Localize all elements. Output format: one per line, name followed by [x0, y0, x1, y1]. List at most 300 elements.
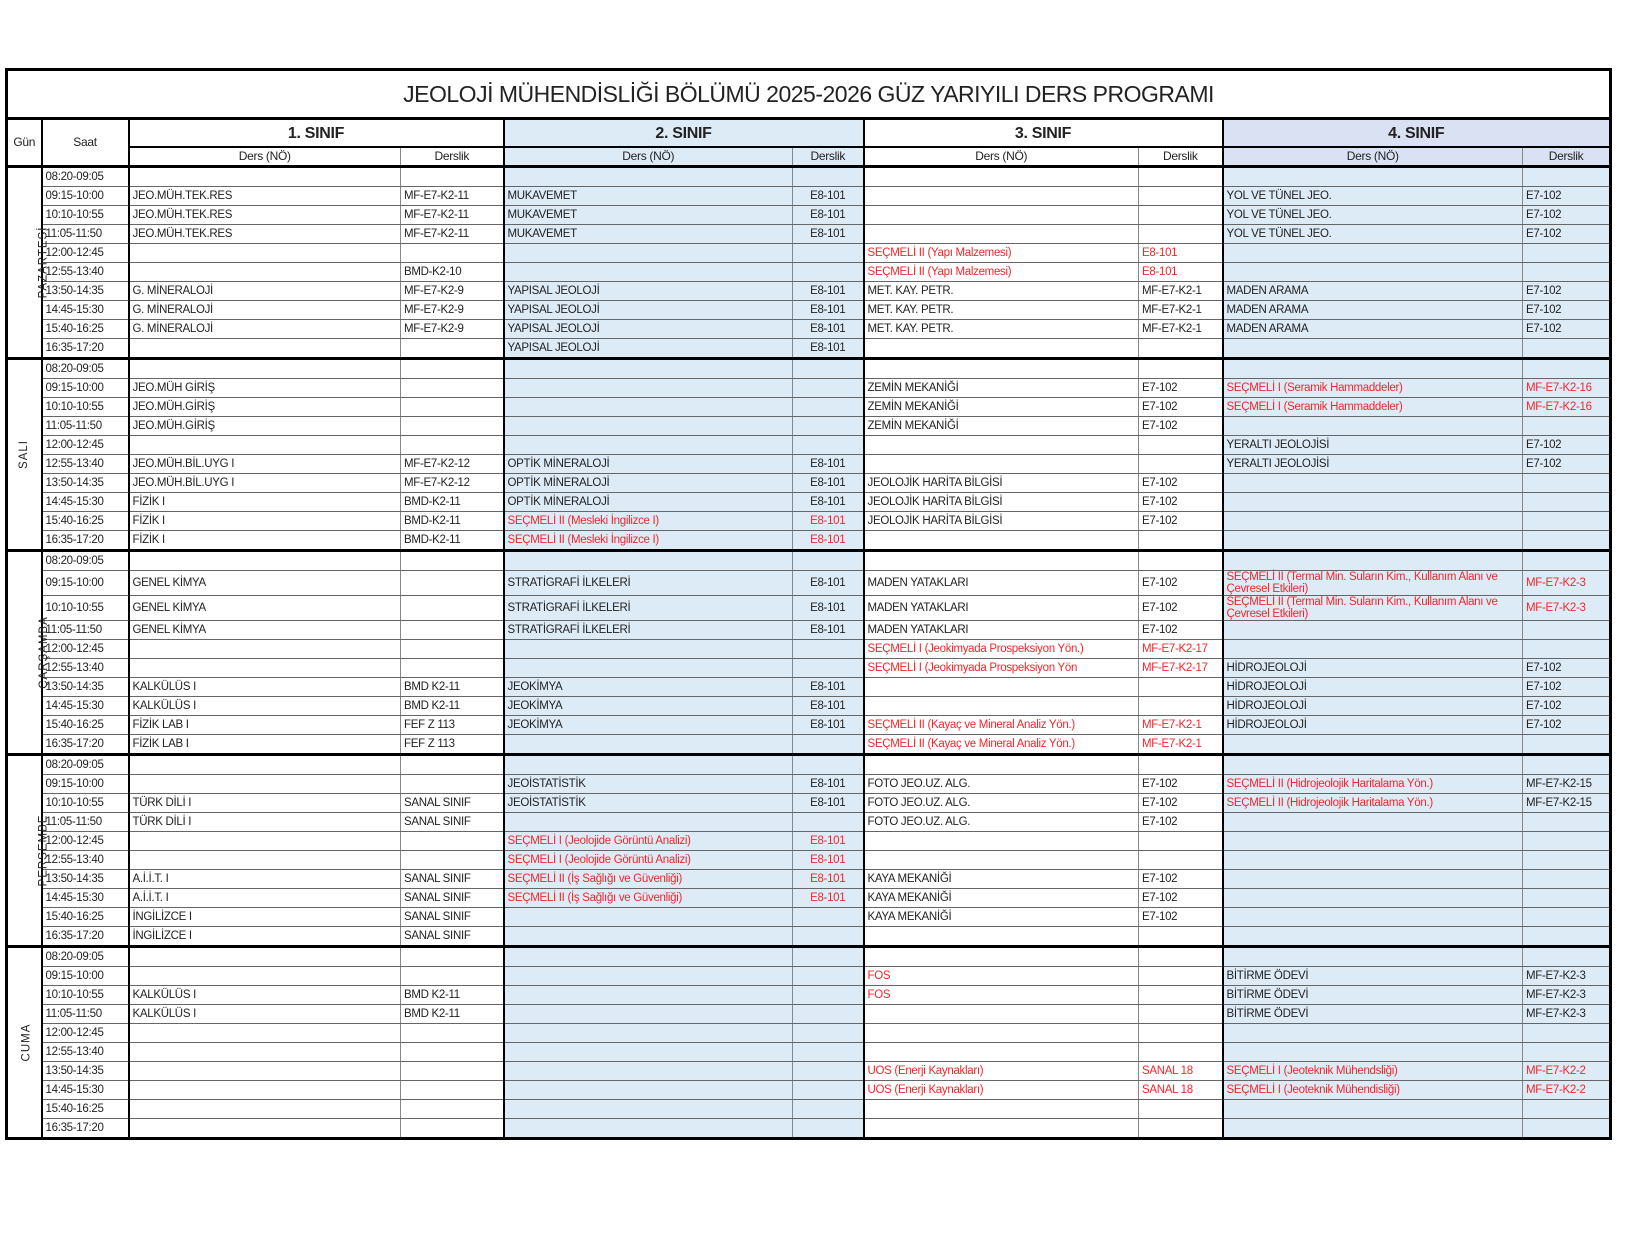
class-1-ders-cell: FİZİK LAB I [129, 716, 401, 735]
schedule-row [7, 167, 1611, 187]
class-2-ders-cell [504, 379, 793, 398]
header-class-4: 4. SINIF [1223, 119, 1611, 148]
class-3-derslik-cell [1139, 187, 1223, 206]
schedule-row [7, 244, 1611, 263]
class-3-ders-cell: MET. KAY. PETR. [864, 282, 1139, 301]
time-slot: 15:40-16:25 [42, 716, 129, 735]
class-2-ders-cell: OPTİK MİNERALOJİ [504, 493, 793, 512]
class-4-ders-cell [1223, 851, 1523, 870]
class-1-derslik-cell [401, 551, 504, 571]
class-2-ders-cell: JEOİSTATİSTİK [504, 794, 793, 813]
class-3-ders-cell [864, 187, 1139, 206]
schedule-row [7, 206, 1611, 225]
class-2-derslik-cell [793, 1005, 864, 1024]
class-2-derslik-cell: E8-101 [793, 775, 864, 794]
class-3-derslik-cell: E7-102 [1139, 908, 1223, 927]
class-1-ders-cell [129, 1043, 401, 1062]
schedule-row [7, 621, 1611, 640]
class-4-ders-cell [1223, 359, 1523, 379]
day-label: ÇARŞAMBA [37, 616, 50, 689]
class-2-ders-cell [504, 167, 793, 187]
schedule-row [7, 986, 1611, 1005]
class-4-derslik-cell [1523, 167, 1611, 187]
class-2-derslik-cell [793, 1024, 864, 1043]
class-2-derslik-cell: E8-101 [793, 206, 864, 225]
day-label: PAZARTESİ [37, 226, 50, 299]
class-3-derslik-cell: E7-102 [1139, 813, 1223, 832]
class-4-ders-cell: SEÇMELİ II (Hidrojeolojik Haritalama Yön.) [1223, 794, 1523, 813]
class-3-ders-cell: ZEMİN MEKANİĞİ [864, 417, 1139, 436]
class-3-ders-cell [864, 678, 1139, 697]
schedule-row [7, 493, 1611, 512]
class-2-ders-cell [504, 1100, 793, 1119]
class-4-ders-cell [1223, 339, 1523, 359]
class-3-ders-cell [864, 1024, 1139, 1043]
class-4-ders-cell [1223, 927, 1523, 947]
class-1-derslik-cell: BMD K2-11 [401, 697, 504, 716]
class-2-derslik-cell: E8-101 [793, 697, 864, 716]
class-2-ders-cell: SEÇMELİ II (İş Sağlığı ve Güvenliği) [504, 870, 793, 889]
class-1-derslik-cell: MF-E7-K2-11 [401, 225, 504, 244]
class-4-ders-cell: YERALTI JEOLOJİSİ [1223, 455, 1523, 474]
class-1-derslik-cell: BMD-K2-11 [401, 493, 504, 512]
class-1-derslik-cell: MF-E7-K2-9 [401, 320, 504, 339]
class-4-derslik-cell: E7-102 [1523, 697, 1611, 716]
class-2-ders-cell: JEOİSTATİSTİK [504, 775, 793, 794]
class-3-derslik-cell [1139, 339, 1223, 359]
class-1-ders-cell [129, 1062, 401, 1081]
time-slot: 11:05-11:50 [42, 621, 129, 640]
time-slot: 13:50-14:35 [42, 870, 129, 889]
class-4-derslik-cell: E7-102 [1523, 678, 1611, 697]
class-1-ders-cell [129, 551, 401, 571]
class-4-ders-cell [1223, 474, 1523, 493]
subheader-derslik-4: Derslik [1523, 147, 1611, 167]
class-1-ders-cell: FİZİK I [129, 512, 401, 531]
class-2-derslik-cell: E8-101 [793, 512, 864, 531]
schedule-row [7, 947, 1611, 967]
time-slot: 12:55-13:40 [42, 455, 129, 474]
class-2-derslik-cell: E8-101 [793, 889, 864, 908]
time-slot: 15:40-16:25 [42, 320, 129, 339]
time-slot: 12:00-12:45 [42, 436, 129, 455]
class-4-ders-cell: YOL VE TÜNEL JEO. [1223, 187, 1523, 206]
class-4-derslik-cell: E7-102 [1523, 716, 1611, 735]
class-1-derslik-cell [401, 1100, 504, 1119]
class-4-ders-cell [1223, 621, 1523, 640]
class-1-ders-cell: FİZİK LAB I [129, 735, 401, 755]
class-1-derslik-cell [401, 436, 504, 455]
class-2-ders-cell [504, 927, 793, 947]
class-2-derslik-cell: E8-101 [793, 851, 864, 870]
class-4-derslik-cell [1523, 621, 1611, 640]
class-4-derslik-cell: E7-102 [1523, 187, 1611, 206]
subheader-ders-1: Ders (NÖ) [129, 147, 401, 167]
class-4-derslik-cell [1523, 244, 1611, 263]
class-1-ders-cell [129, 1024, 401, 1043]
class-2-ders-cell [504, 967, 793, 986]
class-2-ders-cell: JEOKİMYA [504, 697, 793, 716]
class-4-derslik-cell: E7-102 [1523, 301, 1611, 320]
class-1-derslik-cell: BMD K2-11 [401, 1005, 504, 1024]
class-3-ders-cell: JEOLOJİK HARİTA BİLGİSİ [864, 474, 1139, 493]
class-2-ders-cell [504, 640, 793, 659]
time-slot: 13:50-14:35 [42, 282, 129, 301]
schedule-row [7, 640, 1611, 659]
class-4-derslik-cell: E7-102 [1523, 436, 1611, 455]
schedule-row [7, 320, 1611, 339]
time-slot: 11:05-11:50 [42, 225, 129, 244]
class-4-derslik-cell: E7-102 [1523, 282, 1611, 301]
header-saat: Saat [42, 119, 129, 167]
class-4-ders-cell [1223, 417, 1523, 436]
class-4-derslik-cell [1523, 1024, 1611, 1043]
class-2-ders-cell: YAPISAL JEOLOJİ [504, 320, 793, 339]
header-class-2: 2. SINIF [504, 119, 864, 148]
class-3-derslik-cell [1139, 531, 1223, 551]
class-2-ders-cell [504, 1062, 793, 1081]
class-3-ders-cell [864, 531, 1139, 551]
schedule-row [7, 755, 1611, 775]
class-4-ders-cell: SEÇMELİ II (Hidrojeolojik Haritalama Yön.) [1223, 775, 1523, 794]
class-1-derslik-cell: SANAL SINIF [401, 927, 504, 947]
class-1-derslik-cell: SANAL SINIF [401, 889, 504, 908]
class-3-derslik-cell [1139, 832, 1223, 851]
class-3-ders-cell: KAYA MEKANİĞİ [864, 870, 1139, 889]
class-3-ders-cell: FOTO JEO.UZ. ALG. [864, 813, 1139, 832]
class-4-derslik-cell [1523, 263, 1611, 282]
class-2-ders-cell: YAPISAL JEOLOJİ [504, 301, 793, 320]
class-3-derslik-cell [1139, 206, 1223, 225]
class-1-ders-cell [129, 755, 401, 775]
schedule-row [7, 1119, 1611, 1139]
class-1-derslik-cell: SANAL SINIF [401, 870, 504, 889]
class-4-ders-cell [1223, 947, 1523, 967]
class-2-ders-cell [504, 244, 793, 263]
time-slot: 16:35-17:20 [42, 339, 129, 359]
class-2-derslik-cell: E8-101 [793, 455, 864, 474]
class-1-derslik-cell [401, 640, 504, 659]
class-1-ders-cell: TÜRK DİLİ I [129, 794, 401, 813]
time-slot: 08:20-09:05 [42, 359, 129, 379]
class-2-derslik-cell [793, 244, 864, 263]
class-4-ders-cell [1223, 832, 1523, 851]
schedule-row [7, 697, 1611, 716]
class-3-derslik-cell [1139, 697, 1223, 716]
class-4-derslik-cell [1523, 851, 1611, 870]
class-4-derslik-cell: MF-E7-K2-3 [1523, 967, 1611, 986]
schedule-row [7, 908, 1611, 927]
class-3-ders-cell: ZEMİN MEKANİĞİ [864, 379, 1139, 398]
class-3-derslik-cell: MF-E7-K2-1 [1139, 282, 1223, 301]
class-1-ders-cell: JEO.MÜH.BİL.UYG I [129, 474, 401, 493]
class-4-ders-cell: SEÇMELİ I (Seramik Hammaddeler) [1223, 379, 1523, 398]
class-4-derslik-cell: MF-E7-K2-15 [1523, 775, 1611, 794]
class-4-derslik-cell: E7-102 [1523, 206, 1611, 225]
class-3-derslik-cell: E7-102 [1139, 398, 1223, 417]
class-4-ders-cell: YOL VE TÜNEL JEO. [1223, 225, 1523, 244]
header-gun: Gün [7, 119, 42, 167]
class-4-derslik-cell [1523, 870, 1611, 889]
class-4-ders-cell: MADEN ARAMA [1223, 301, 1523, 320]
class-1-ders-cell: KALKÜLÜS I [129, 697, 401, 716]
time-slot: 08:20-09:05 [42, 947, 129, 967]
class-4-ders-cell [1223, 1024, 1523, 1043]
class-1-ders-cell [129, 851, 401, 870]
class-2-ders-cell: STRATİGRAFİ İLKELERİ [504, 596, 793, 621]
class-2-derslik-cell: E8-101 [793, 531, 864, 551]
class-2-ders-cell [504, 755, 793, 775]
class-2-ders-cell: OPTİK MİNERALOJİ [504, 455, 793, 474]
class-2-ders-cell: MUKAVEMET [504, 187, 793, 206]
class-4-derslik-cell [1523, 947, 1611, 967]
time-slot: 14:45-15:30 [42, 1081, 129, 1100]
class-1-derslik-cell: BMD K2-11 [401, 986, 504, 1005]
time-slot: 14:45-15:30 [42, 889, 129, 908]
class-1-derslik-cell [401, 339, 504, 359]
day-label: CUMA [20, 1023, 33, 1062]
class-4-ders-cell [1223, 1043, 1523, 1062]
class-4-derslik-cell: MF-E7-K2-2 [1523, 1081, 1611, 1100]
class-3-derslik-cell [1139, 455, 1223, 474]
class-2-derslik-cell [793, 947, 864, 967]
time-slot: 09:15-10:00 [42, 775, 129, 794]
schedule-row [7, 889, 1611, 908]
time-slot: 10:10-10:55 [42, 794, 129, 813]
class-1-derslik-cell: BMD-K2-11 [401, 512, 504, 531]
class-4-ders-cell [1223, 735, 1523, 755]
class-2-ders-cell: YAPISAL JEOLOJİ [504, 339, 793, 359]
class-1-derslik-cell [401, 167, 504, 187]
class-2-ders-cell [504, 263, 793, 282]
class-3-ders-cell: ZEMİN MEKANİĞİ [864, 398, 1139, 417]
class-4-derslik-cell [1523, 531, 1611, 551]
class-3-ders-cell: SEÇMELİ II (Yapı Malzemesi) [864, 244, 1139, 263]
class-1-ders-cell: JEO.MÜH.TEK.RES [129, 225, 401, 244]
schedule-row [7, 832, 1611, 851]
class-4-ders-cell [1223, 531, 1523, 551]
class-4-derslik-cell [1523, 1043, 1611, 1062]
class-4-ders-cell [1223, 512, 1523, 531]
class-1-derslik-cell [401, 571, 504, 596]
class-4-ders-cell [1223, 551, 1523, 571]
class-3-ders-cell [864, 339, 1139, 359]
class-1-ders-cell: GENEL KİMYA [129, 571, 401, 596]
class-1-derslik-cell [401, 398, 504, 417]
class-4-ders-cell [1223, 870, 1523, 889]
class-4-ders-cell: SEÇMELİ II (Termal Min. Suların Kim., Kullanım Alanı ve Çevresel Etkileri) [1223, 596, 1523, 621]
time-slot: 11:05-11:50 [42, 417, 129, 436]
class-4-ders-cell [1223, 167, 1523, 187]
class-2-derslik-cell [793, 398, 864, 417]
schedule-row [7, 187, 1611, 206]
class-4-derslik-cell: E7-102 [1523, 320, 1611, 339]
class-3-derslik-cell [1139, 1043, 1223, 1062]
class-3-derslik-cell: MF-E7-K2-17 [1139, 659, 1223, 678]
class-4-derslik-cell [1523, 551, 1611, 571]
class-2-derslik-cell: E8-101 [793, 493, 864, 512]
class-3-ders-cell: UOS (Enerji Kaynakları) [864, 1081, 1139, 1100]
class-2-ders-cell [504, 417, 793, 436]
class-1-derslik-cell [401, 775, 504, 794]
class-2-derslik-cell [793, 263, 864, 282]
class-1-ders-cell: G. MİNERALOJİ [129, 301, 401, 320]
class-1-derslik-cell: FEF Z 113 [401, 716, 504, 735]
class-3-ders-cell [864, 1100, 1139, 1119]
schedule-row [7, 1100, 1611, 1119]
class-2-ders-cell: SEÇMELİ II (Mesleki İngilizce I) [504, 512, 793, 531]
class-3-ders-cell [864, 947, 1139, 967]
class-2-ders-cell [504, 436, 793, 455]
class-2-derslik-cell: E8-101 [793, 320, 864, 339]
schedule-row [7, 455, 1611, 474]
class-2-ders-cell [504, 359, 793, 379]
class-3-ders-cell: JEOLOJİK HARİTA BİLGİSİ [864, 493, 1139, 512]
class-1-derslik-cell [401, 417, 504, 436]
class-3-derslik-cell [1139, 1119, 1223, 1139]
class-4-ders-cell [1223, 640, 1523, 659]
class-2-derslik-cell: E8-101 [793, 832, 864, 851]
class-3-derslik-cell [1139, 1100, 1223, 1119]
class-1-ders-cell [129, 967, 401, 986]
class-3-derslik-cell: MF-E7-K2-1 [1139, 301, 1223, 320]
schedule-row [7, 775, 1611, 794]
class-1-derslik-cell: MF-E7-K2-11 [401, 187, 504, 206]
class-1-ders-cell: JEO.MÜH.BİL.UYG I [129, 455, 401, 474]
class-3-derslik-cell: MF-E7-K2-1 [1139, 735, 1223, 755]
time-slot: 11:05-11:50 [42, 813, 129, 832]
class-4-derslik-cell [1523, 755, 1611, 775]
class-1-ders-cell [129, 832, 401, 851]
day-label-cell [7, 755, 50, 947]
class-3-derslik-cell: SANAL 18 [1139, 1081, 1223, 1100]
class-4-ders-cell [1223, 493, 1523, 512]
time-slot: 12:00-12:45 [42, 640, 129, 659]
schedule-row [7, 531, 1611, 551]
schedule-row [7, 436, 1611, 455]
class-3-derslik-cell: E7-102 [1139, 794, 1223, 813]
class-3-derslik-cell [1139, 986, 1223, 1005]
time-slot: 10:10-10:55 [42, 596, 129, 621]
class-3-derslik-cell: MF-E7-K2-1 [1139, 716, 1223, 735]
class-3-ders-cell [864, 436, 1139, 455]
class-1-ders-cell: KALKÜLÜS I [129, 678, 401, 697]
class-3-derslik-cell: E7-102 [1139, 621, 1223, 640]
class-4-derslik-cell: E7-102 [1523, 455, 1611, 474]
class-1-ders-cell [129, 659, 401, 678]
time-slot: 12:00-12:45 [42, 1024, 129, 1043]
class-3-derslik-cell [1139, 947, 1223, 967]
class-2-ders-cell: SEÇMELİ II (İş Sağlığı ve Güvenliği) [504, 889, 793, 908]
class-4-ders-cell [1223, 244, 1523, 263]
class-4-ders-cell [1223, 755, 1523, 775]
class-2-derslik-cell [793, 986, 864, 1005]
class-3-ders-cell: KAYA MEKANİĞİ [864, 908, 1139, 927]
class-2-ders-cell [504, 813, 793, 832]
class-4-ders-cell: HİDROJEOLOJİ [1223, 659, 1523, 678]
class-4-derslik-cell: E7-102 [1523, 659, 1611, 678]
class-3-ders-cell: MADEN YATAKLARI [864, 596, 1139, 621]
class-3-derslik-cell [1139, 755, 1223, 775]
class-4-ders-cell: SEÇMELİ I (Jeoteknik Mühendisliği) [1223, 1081, 1523, 1100]
class-3-derslik-cell: E7-102 [1139, 870, 1223, 889]
time-slot: 14:45-15:30 [42, 301, 129, 320]
class-4-ders-cell: BİTİRME ÖDEVİ [1223, 967, 1523, 986]
class-3-ders-cell [864, 832, 1139, 851]
class-4-derslik-cell [1523, 417, 1611, 436]
time-slot: 16:35-17:20 [42, 735, 129, 755]
class-4-ders-cell: MADEN ARAMA [1223, 282, 1523, 301]
class-2-derslik-cell: E8-101 [793, 621, 864, 640]
class-2-ders-cell [504, 398, 793, 417]
class-2-ders-cell: SEÇMELİ I (Jeolojide Görüntü Analizi) [504, 832, 793, 851]
class-4-derslik-cell [1523, 640, 1611, 659]
class-3-derslik-cell [1139, 851, 1223, 870]
class-3-derslik-cell [1139, 359, 1223, 379]
class-3-ders-cell [864, 551, 1139, 571]
class-2-ders-cell: STRATİGRAFİ İLKELERİ [504, 571, 793, 596]
class-1-derslik-cell: BMD K2-11 [401, 678, 504, 697]
schedule-row [7, 398, 1611, 417]
class-2-ders-cell: MUKAVEMET [504, 225, 793, 244]
class-4-derslik-cell [1523, 889, 1611, 908]
schedule-row [7, 474, 1611, 493]
class-3-derslik-cell: E7-102 [1139, 596, 1223, 621]
class-3-ders-cell [864, 225, 1139, 244]
class-3-derslik-cell: E7-102 [1139, 379, 1223, 398]
class-3-ders-cell [864, 851, 1139, 870]
time-slot: 09:15-10:00 [42, 379, 129, 398]
schedule-row [7, 1024, 1611, 1043]
class-1-ders-cell [129, 1119, 401, 1139]
class-1-ders-cell: FİZİK I [129, 493, 401, 512]
class-1-derslik-cell [401, 596, 504, 621]
schedule-row [7, 967, 1611, 986]
class-1-ders-cell: KALKÜLÜS I [129, 1005, 401, 1024]
schedule-row [7, 551, 1611, 571]
time-slot: 15:40-16:25 [42, 908, 129, 927]
class-4-derslik-cell: MF-E7-K2-3 [1523, 1005, 1611, 1024]
class-3-derslik-cell: E7-102 [1139, 417, 1223, 436]
class-3-derslik-cell [1139, 167, 1223, 187]
class-1-ders-cell: JEO.MÜH.TEK.RES [129, 187, 401, 206]
class-4-derslik-cell: MF-E7-K2-15 [1523, 794, 1611, 813]
class-4-ders-cell [1223, 1119, 1523, 1139]
schedule-row [7, 927, 1611, 947]
day-label-cell [7, 947, 42, 1139]
class-3-ders-cell [864, 359, 1139, 379]
class-4-derslik-cell [1523, 927, 1611, 947]
class-2-derslik-cell [793, 1119, 864, 1139]
class-2-ders-cell [504, 986, 793, 1005]
schedule-row [7, 263, 1611, 282]
class-4-derslik-cell [1523, 1119, 1611, 1139]
class-3-derslik-cell: E7-102 [1139, 775, 1223, 794]
class-4-derslik-cell: MF-E7-K2-3 [1523, 596, 1611, 621]
class-4-derslik-cell [1523, 359, 1611, 379]
class-1-ders-cell: İNGİLİZCE I [129, 908, 401, 927]
class-1-derslik-cell [401, 621, 504, 640]
class-4-derslik-cell: MF-E7-K2-3 [1523, 571, 1611, 596]
day-label-cell [7, 551, 50, 755]
class-2-derslik-cell [793, 908, 864, 927]
subheader-derslik-1: Derslik [401, 147, 504, 167]
class-2-derslik-cell [793, 967, 864, 986]
class-1-ders-cell [129, 167, 401, 187]
class-1-ders-cell [129, 436, 401, 455]
class-4-derslik-cell: MF-E7-K2-16 [1523, 398, 1611, 417]
class-1-derslik-cell [401, 1024, 504, 1043]
